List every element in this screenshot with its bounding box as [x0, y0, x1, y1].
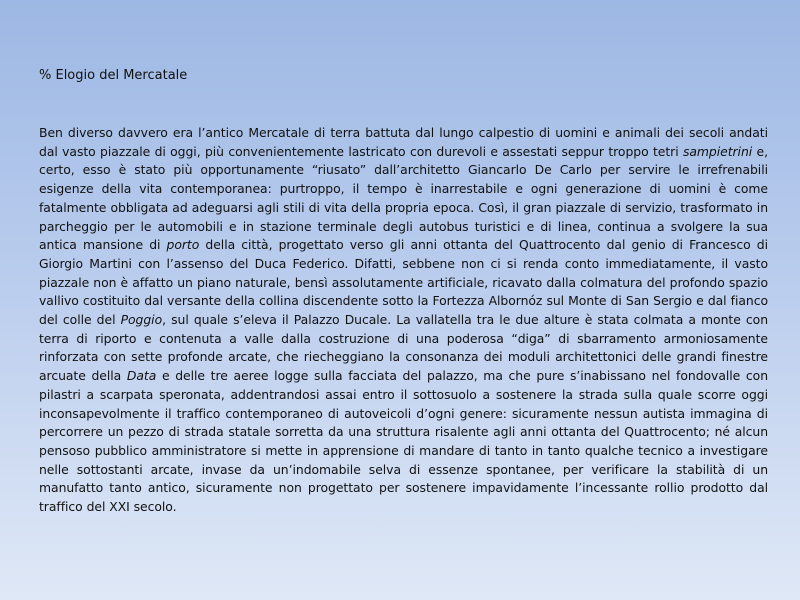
italic-term-porto: porto [166, 237, 200, 253]
body-text-segment: Ben diverso davvero era l’antico Mercatale di terra battuta dal lungo calpestio di uomini e animali dei secoli andati dal vasto piazzale di oggi, più convenientemente lastricato con durevoli e assestati seppur troppo tetri [39, 125, 768, 159]
italic-term-sampietrini: sampietrini [682, 143, 753, 159]
italic-term-data: Data [126, 368, 157, 384]
slide-title: % Elogio del Mercatale [39, 68, 188, 83]
body-text-segment: e delle tre aeree logge sulla facciata del palazzo, ma che pure s’inabissano nel fondovalle con pilastri a scarpata speronata, addentrandosi assai entro il sottosuolo a sostenere la strada sulla quale scorre oggi inconsapevolmente il traffico contemporaneo di autoveicoli d’ogni genere: sicuramente nessun autista immagina di percorrere un pezzo di strada statale sorretta da una struttura risalente agli anni ottanta del Quattrocento; né alcun pensoso pubblico amministratore si mette in apprensione di mandare di tanto in tanto qualche tecnico a investigare nelle sottostanti arcate, invase da un’indomabile selva di essenze spontanee, per verificare la stabilità di un manufatto tanto antico, sicuramente non progettato per sostenere impavidamente l’incessante rollio prodotto dal traffico del XXI secolo. [39, 368, 768, 515]
body-text-segment: , sul quale s’eleva il Palazzo Ducale. La vallatella tra le due alture è stata colmata a monte con terra di riporto e contenuta a valle dalla costruzione di una poderosa “diga” di sbarramento armoniosamente rinforzata con sette profonde arcate, che riecheggiano la consonanza dei moduli architettonici delle grandi finestre arcuate della [39, 312, 768, 384]
italic-term-poggio: Poggio [120, 312, 163, 328]
body-paragraph [39, 124, 768, 517]
body-text-segment: della città, progettato verso gli anni ottanta del Quattrocento dal genio di Francesco di Giorgio Martini con l’assenso del Duca Federico. Difatti, sebbene non ci si renda conto immediatamente, il vasto piazzale non è affatto un piano naturale, bensì assolutamente artificiale, ricavato dalla colmatura del profondo spazio vallivo costituito dal versante della collina discendente sotto la Fortezza Albornóz sul Monte di San Sergio e dal fianco del colle del [39, 237, 769, 328]
body-text-segment: e, certo, esso è stato più opportunamente “riusato” dall’architetto Giancarlo De Carlo per servire le irrefrenabili esigenze della vita contemporanea: purtroppo, il tempo è inarrestabile e ogni generazione di uomini è come fatalmente obbligata ad adeguarsi agli stili di vita della propria epoca. Così, il gran piazzale di servizio, trasformato in parcheggio per le automobili e in stazione terminale degli autobus turistici e di linea, continua a svolgere la sua antica mansione di [39, 143, 768, 253]
